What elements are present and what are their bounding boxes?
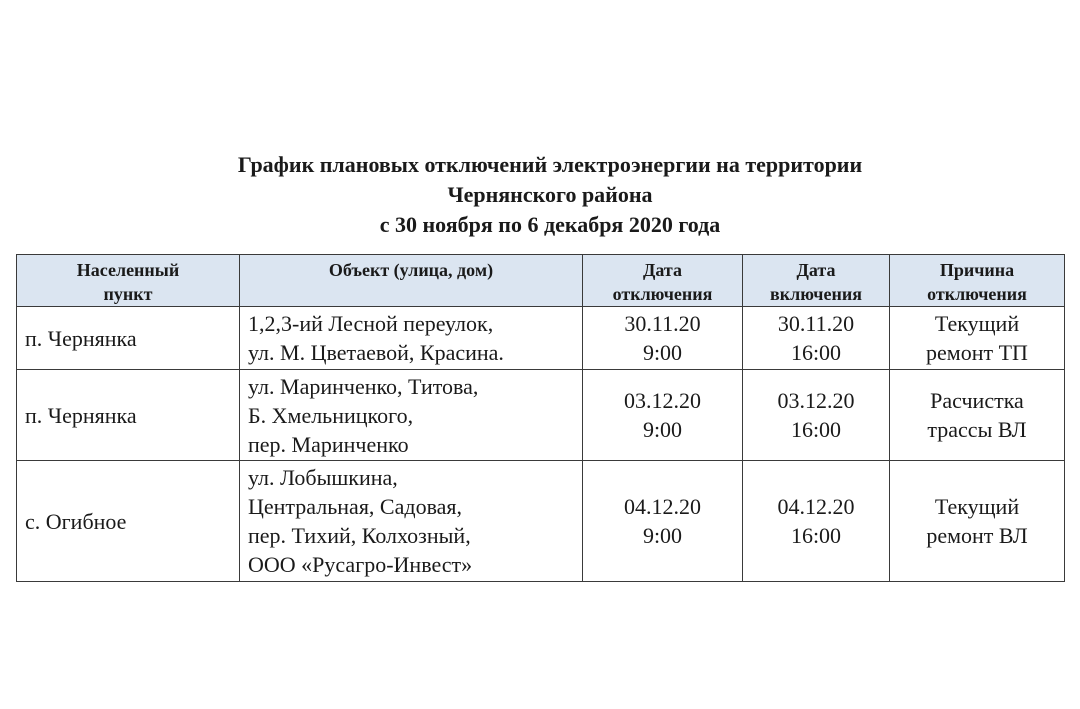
on-date-cell: 04.12.20 16:00: [743, 461, 890, 582]
off-date-cell: 04.12.20 9:00: [583, 461, 743, 582]
object-cell: ул. Лобышкина, Центральная, Садовая, пер. Тихий, Колхозный, ООО «Русагро-Инвест»: [240, 461, 583, 582]
settlement-cell: п. Чернянка: [17, 307, 240, 370]
settlement-cell: с. Огибное: [17, 461, 240, 582]
on-date-cell: 30.11.20 16:00: [743, 307, 890, 370]
outage-schedule-table: [16, 254, 1065, 582]
reason-cell: Расчистка трассы ВЛ: [890, 370, 1065, 461]
reason-cell: Текущий ремонт ТП: [890, 307, 1065, 370]
settlement-cell: п. Чернянка: [17, 370, 240, 461]
reason-cell: Текущий ремонт ВЛ: [890, 461, 1065, 582]
table-header-row: [17, 255, 1065, 307]
header-settlement: Населенный пункт: [17, 255, 240, 307]
object-cell: ул. Маринченко, Титова, Б. Хмельницкого, пер. Маринченко: [240, 370, 583, 461]
table-row: [17, 370, 1065, 461]
off-date-cell: 30.11.20 9:00: [583, 307, 743, 370]
on-date-cell: 03.12.20 16:00: [743, 370, 890, 461]
table-row: [17, 307, 1065, 370]
table-row: [17, 461, 1065, 582]
header-reason: Причина отключения: [890, 255, 1065, 307]
document-title: [0, 150, 1080, 240]
title-line-3: с 30 ноября по 6 декабря 2020 года: [379, 212, 721, 237]
object-cell: 1,2,3-ий Лесной переулок, ул. М. Цветаевой, Красина.: [240, 307, 583, 370]
off-date-cell: 03.12.20 9:00: [583, 370, 743, 461]
header-off-date: Дата отключения: [583, 255, 743, 307]
header-object: Объект (улица, дом): [240, 255, 583, 307]
header-on-date: Дата включения: [743, 255, 890, 307]
title-line-2: Чернянского района: [447, 182, 653, 207]
title-line-1: График плановых отключений электроэнергии на территории: [237, 152, 863, 177]
